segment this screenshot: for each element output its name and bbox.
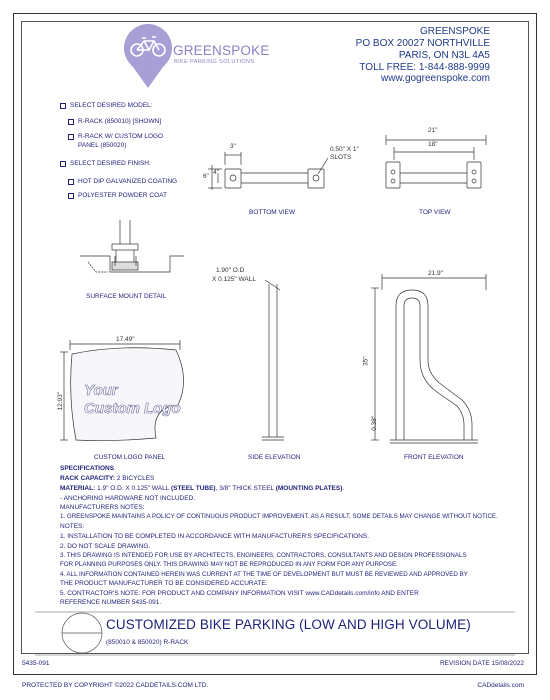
front-dim-21-9: 21.9" xyxy=(428,270,443,277)
company-phone: TOLL FREE: 1-844-888-9999 xyxy=(359,62,490,73)
note-2: 2. DO NOT SCALE DRAWING. xyxy=(60,543,151,550)
model-1-checkbox[interactable] xyxy=(68,119,74,125)
bottom-view-drawing xyxy=(208,152,328,190)
copyright: PROTECTED BY COPYRIGHT ©2022 CADDETAILS.COM LTD. xyxy=(22,682,209,689)
front-elevation-caption: FRONT ELEVATION xyxy=(404,454,464,461)
anchoring-note: - ANCHORING HARDWARE NOT INCLUDED. xyxy=(60,495,196,502)
footer-site-link[interactable]: CADdetails.com xyxy=(477,682,524,689)
material xyxy=(60,486,344,493)
bottom-slots-2: SLOTS xyxy=(330,154,352,161)
side-od-2: X 0.125" WALL xyxy=(212,276,256,283)
drawing-title: CUSTOMIZED BIKE PARKING (LOW AND HIGH VOLUME) xyxy=(106,617,471,632)
surface-mount-caption: SURFACE MOUNT DETAIL xyxy=(86,293,167,300)
bottom-view-caption: BOTTOM VIEW xyxy=(249,209,296,216)
company-address-1: PO BOX 20027 NORTHVILLE xyxy=(355,38,490,49)
note-4a: 4. ALL INFORMATION CONTAINED HEREIN WAS CURRENT AT THE TIME OF DEVELOPMENT BUT MUST BE REVIEWED AND APPROVED BY xyxy=(60,571,468,578)
side-elevation-caption: SIDE ELEVATION xyxy=(248,454,301,461)
top-dim-18: 18" xyxy=(428,141,438,148)
mfr-note-1: 1. GREENSPOKE MAINTAINS A POLICY OF CONTINUOUS PRODUCT IMPROVEMENT. AS A RESULT, SOME DETAILS MAY CHANGE WITHOUT NOTICE. xyxy=(60,513,498,520)
side-elevation-drawing xyxy=(262,280,284,440)
note-3a: 3. THIS DRAWING IS INTENDED FOR USE BY ARCHITECTS, ENGINEERS, CONTRACTORS, CONSULTANTS AND DESIGN PROFESSIONALS xyxy=(60,552,467,559)
panel-dim-height: 12.93" xyxy=(57,391,65,411)
logo-tagline: BIKE PARKING SOLUTIONS xyxy=(174,59,255,65)
panel-dim-width: 17.49" xyxy=(116,336,135,343)
material-bold-1: (STEEL TUBE) xyxy=(170,485,216,492)
finish-2-checkbox[interactable] xyxy=(68,193,74,199)
finish-2-label: POLYESTER POWDER COAT xyxy=(78,192,167,199)
mfr-notes-heading: MANUFACTURERS NOTES: xyxy=(60,504,145,511)
material-bold-2: (MOUNTING PLATES) xyxy=(275,485,343,492)
model-heading: SELECT DESIRED MODEL: xyxy=(70,102,153,109)
note-3b: FOR PLANNING PURPOSES ONLY. THIS DRAWING MAY NOT BE REPRODUCED IN ANY FORM FOR ANY PURPOSE. xyxy=(60,561,398,568)
front-dim-0-38: 0.38" xyxy=(371,415,379,431)
model-checkbox-heading[interactable] xyxy=(60,103,66,109)
material-value-2: , 3/8" THICK STEEL xyxy=(215,485,276,492)
model-2-label-line-2: PANEL (850020) xyxy=(78,142,127,149)
custom-logo-panel-caption: CUSTOM LOGO PANEL xyxy=(94,454,166,461)
front-dim-35: 35" xyxy=(362,356,370,367)
reference-number: 5435-091 xyxy=(22,660,50,667)
note-1: 1. INSTALLATION TO BE COMPLETED IN ACCORDANCE WITH MANUFACTURER'S SPECIFICATIONS. xyxy=(60,533,370,540)
finish-heading: SELECT DESIRED FINISH: xyxy=(70,160,151,167)
bottom-dim-4: 4" xyxy=(213,169,219,176)
model-2-label: R-RACK W/ CUSTOM LOGO xyxy=(78,133,164,140)
finish-1-label: HOT DIP GALVANIZED COATING xyxy=(78,178,178,185)
note-5b: REFERENCE NUMBER 5435-091. xyxy=(60,599,162,606)
top-view-caption: TOP VIEW xyxy=(419,209,451,216)
material-label: MATERIAL: xyxy=(60,485,96,492)
rack-capacity xyxy=(60,476,154,483)
revision-date: REVISION DATE 15/08/2022 xyxy=(439,660,524,667)
finish-1-checkbox[interactable] xyxy=(68,179,74,185)
panel-text-2: Custom Logo xyxy=(84,400,181,417)
specs-heading: SPECIFICATIONS xyxy=(60,465,115,472)
logo-pin-icon xyxy=(124,24,172,88)
note-5a: 5. CONTRACTOR'S NOTE: FOR PRODUCT AND COMPANY INFORMATION VISIT www.CADdetails.com/info AND ENTER xyxy=(60,590,419,597)
company-name: GREENSPOKE xyxy=(419,26,490,37)
company-address-2: PARIS, ON N3L 4A5 xyxy=(398,50,490,61)
bottom-slots-1: 0.50" X 1" xyxy=(330,146,359,153)
note-4b: THE PRODUCT MANUFACTURER TO BE CONSIDERED ACCURATE. xyxy=(60,580,268,587)
front-elevation-drawing xyxy=(371,274,486,443)
panel-text-1: Your xyxy=(84,382,118,399)
rack-capacity-label: RACK CAPACITY: xyxy=(60,475,116,482)
material-value-1: 1.9" O.D. X 0.125" WALL xyxy=(95,485,171,492)
company-website[interactable]: www.gogreenspoke.com xyxy=(381,73,490,84)
material-value-3: . xyxy=(342,485,345,492)
logo-name: GREENSPOKE xyxy=(173,43,270,58)
model-2-checkbox[interactable] xyxy=(68,134,74,140)
drawing-subtitle: (850010 & 850020) R-RACK xyxy=(106,639,189,646)
bottom-dim-6: 6" xyxy=(203,173,209,180)
side-od-1: 1.90" O.D xyxy=(216,267,245,274)
custom-logo-panel-drawing xyxy=(57,340,184,441)
finish-checkbox-heading[interactable] xyxy=(60,161,66,167)
surface-mount-drawing xyxy=(80,220,184,272)
rack-capacity-value: 2 BICYCLES xyxy=(115,475,155,482)
model-1-label: R-RACK (850010) [SHOWN] xyxy=(78,118,162,125)
bottom-dim-3: 3" xyxy=(230,143,236,150)
top-dim-21: 21" xyxy=(428,127,438,134)
notes-heading: NOTES: xyxy=(60,523,85,530)
